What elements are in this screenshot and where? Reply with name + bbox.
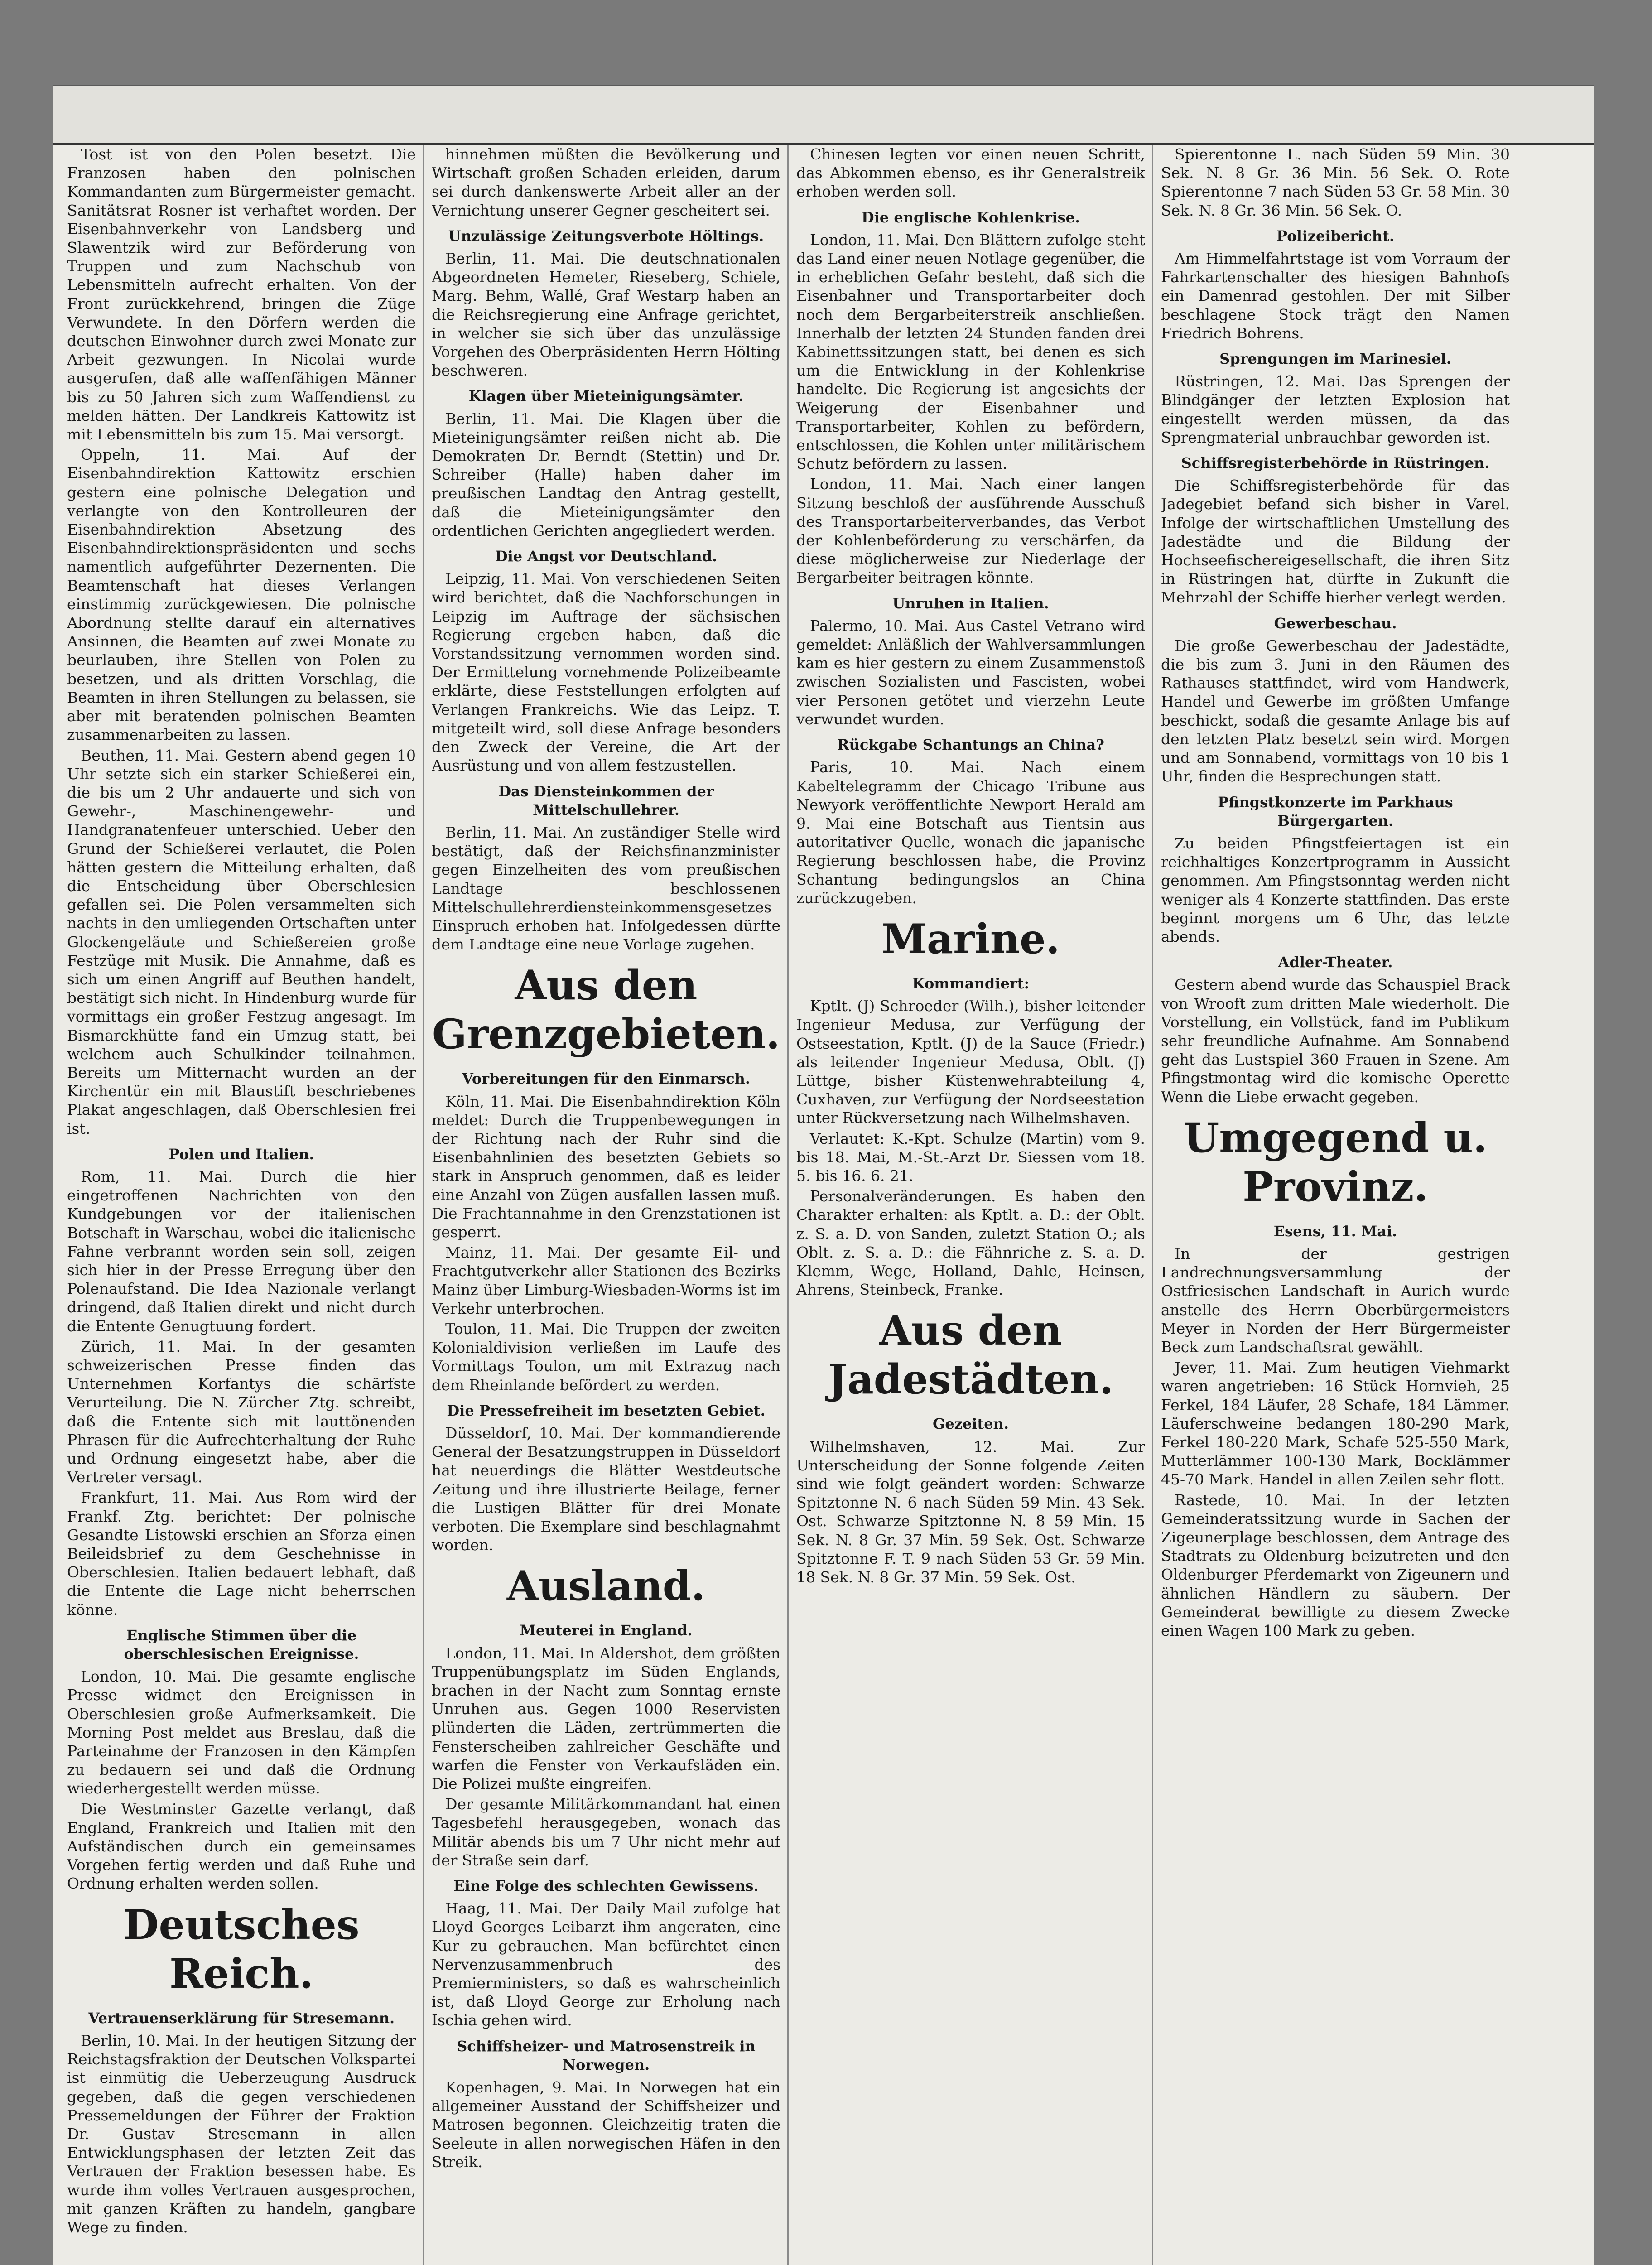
article-paragraph: Verlautet: K.-Kpt. Schulze (Martin) vom 9. bis 18. Mai, M.-St.-Arzt Dr. Siessen vom 18. 5. bis 16. 6. 21.	[796, 1129, 1145, 1185]
article-heading: Esens, 11. Mai.	[1273, 1222, 1397, 1240]
article-heading: Polizeibericht.	[1276, 227, 1394, 245]
column-rule	[1152, 145, 1153, 2265]
article-heading: Adler-Theater.	[1278, 954, 1393, 971]
article-paragraph: Die große Gewerbeschau der Jadestädte, die bis zum 3. Juni in den Räumen des Rathauses stattfindet, wird vom Handwerk, Handel und Gewerbe im größten Umfange beschickt, sodaß die gesamte Anlage bis auf den letzten Platz besetzt sein wird. Morgen und am Sonnabend, vormittags von 10 bis 1 Uhr, finden die Besprechungen statt.	[1161, 636, 1510, 786]
article-paragraph: Köln, 11. Mai. Die Eisenbahndirektion Köln meldet: Durch die Truppenbewegungen in der Richtung nach der Ruhr sind die Eisenbahnlinien des besetzten Gebiets so stark in Anspruch genommen, daß es leider eine Anzahl von Zügen ausfallen lassen muß. Die Frachtannahme in den Grenzstationen ist gesperrt.	[432, 1092, 780, 1241]
article-heading: Die Pressefreiheit im besetzten Gebiet.	[447, 1402, 766, 1419]
article-paragraph: London, 11. Mai. Nach einer langen Sitzung beschloß der ausführende Ausschuß des Transportarbeiterverbandes, das Verbot der Kohlenbeförderung zu verschärfen, da diese möglicherweise zur Niederlage der Bergarbeiter beitragen könnte.	[796, 475, 1145, 587]
article-paragraph: Personalveränderungen. Es haben den Charakter erhalten: als Kptlt. a. D.: der Oblt. z. S. a. D. von Sanden, zuletzt Station O.; als Oblt. z. S. a. D.: die Fähnriche z. S. a. D. Klemm, Wege, Holland, Dahle, Heinsen, Ahrens, Steinbeck, Franke.	[796, 1187, 1145, 1299]
article-heading: Eine Folge des schlechten Gewissens.	[453, 1877, 759, 1895]
section-title: Aus den Jadestädten.	[828, 1306, 1114, 1404]
article-paragraph: Zu beiden Pfingstfeiertagen ist ein reichhaltiges Konzertprogramm in Aussicht genommen. Am Pfingstsonntag werden nicht weniger als 4 Konzerte stattfinden. Das erste beginnt morgens um 6 Uhr, das letzte abends.	[1161, 834, 1510, 945]
article-heading: Rückgabe Schantungs an China?	[837, 736, 1104, 754]
article-paragraph: Wilhelmshaven, 12. Mai. Zur Unterscheidung der Sonne folgende Zeiten sind wie folgt geändert worden: Schwarze Spitztonne N. 6 nach Süden 59 Min. 43 Sek. Ost. Schwarze Spitztonne N. 8 59 Min. 15 Sek. N. 8 Gr. 37 Min. 59 Sek. Ost. Schwarze Spitztonne F. T. 9 nach Süden 53 Gr. 59 Min. 18 Sek. N. 8 Gr. 37 Min. 59 Sek. Ost.	[796, 1437, 1145, 1586]
article-heading: Schiffsregisterbehörde in Rüstringen.	[1181, 454, 1490, 472]
column-rule	[423, 145, 424, 2265]
article-heading: Die englische Kohlenkrise.	[861, 208, 1080, 226]
article-heading: Meuterei in England.	[520, 1622, 693, 1639]
newspaper-page	[53, 86, 1594, 2265]
article-paragraph: Spierentonne L. nach Süden 59 Min. 30 Sek. N. 8 Gr. 36 Min. 56 Sek. O. Rote Spierentonne 7 nach Süden 53 Gr. 58 Min. 30 Sek. N. 8 Gr. 36 Min. 56 Sek. O.	[1161, 145, 1510, 219]
article-paragraph: Am Himmelfahrtstage ist vom Vorraum der Fahrkartenschalter des hiesigen Bahnhofs ein Damenrad gestohlen. Der mit Silber beschlagene Stock trägt den Namen Friedrich Bohrens.	[1161, 250, 1510, 342]
article-paragraph: Berlin, 11. Mai. Die Klagen über die Mieteinigungsämter reißen nicht ab. Die Demokraten Dr. Berndt (Stettin) und Dr. Schreiber (Halle) haben daher im preußischen Landtag den Antrag gestellt, daß die Mieteinigungsämter den ordentlichen Gerichten angegliedert werden.	[432, 410, 780, 540]
column-rule	[787, 145, 789, 2265]
section-title: Marine.	[881, 915, 1060, 963]
article-paragraph: Rom, 11. Mai. Durch die hier eingetroffenen Nachrichten von den Kundgebungen vor der italienischen Botschaft in Warschau, wobei die italienische Fahne verbrannt worden sein soll, zeigen sich hier in der Presse Erregung über den Polenaufstand. Die Idea Nazionale verlangt dringend, daß Italien direkt und nicht durch die Entente Genugtuung fordert.	[67, 1167, 416, 1335]
section-title: Aus den Grenzgebieten.	[432, 961, 780, 1059]
column-1	[67, 145, 416, 2265]
article-heading: Schiffsheizer- und Matrosenstreik in Norwegen.	[457, 2037, 756, 2073]
article-paragraph: Zürich, 11. Mai. In der gesamten schweizerischen Presse finden das Unternehmen Korfantys die schärfste Verurteilung. Die N. Zürcher Ztg. schreibt, daß die Entente sich mit lauttönenden Phrasen für die Aufrechterhaltung der Ruhe und Ordnung eingesetzt habe, aber die Vertreter versagt.	[67, 1337, 416, 1486]
article-paragraph: Haag, 11. Mai. Der Daily Mail zufolge hat Lloyd Georges Leibarzt ihm angeraten, eine Kur zu gebrauchen. Man befürchtet einen Nervenzusammenbruch des Premierministers, so daß es wahrscheinlich ist, daß Lloyd George zur Erholung nach Ischia gehen wird.	[432, 1899, 780, 2029]
column-3	[796, 145, 1145, 2265]
article-paragraph: Jever, 11. Mai. Zum heutigen Viehmarkt waren angetrieben: 16 Stück Hornvieh, 25 Ferkel, 184 Läufer, 28 Schafe, 184 Lämmer. Läuferschweine bedangen 180-290 Mark, Ferkel 180-220 Mark, Schafe 525-550 Mark, Mutterlämmer 100-130 Mark, Bocklämmer 45-70 Mark. Handel in allen Zeilen sehr flott.	[1161, 1359, 1510, 1489]
article-paragraph: Kptlt. (J) Schroeder (Wilh.), bisher leitender Ingenieur Medusa, zur Verfügung der Ostseestation, Kptlt. (J) de la Sauce (Friedr.) als leitender Ingenieur Medusa, Oblt. (J) Lüttge, bisher Küstenwehrabteilung 4, Cuxhaven, zur Verfügung der Nordseestation unter Rückversetzung nach Wilhelmshaven.	[796, 997, 1145, 1127]
article-heading: Die Angst vor Deutschland.	[495, 548, 718, 565]
article-heading: Unruhen in Italien.	[892, 594, 1049, 612]
article-paragraph: Berlin, 11. Mai. Die deutschnationalen Abgeordneten Hemeter, Rieseberg, Schiele, Marg. Behm, Wallé, Graf Westarp haben an die Reichsregierung eine Anfrage gerichtet, in welcher sie sich über das unzulässige Vorgehen des Oberpräsidenten Herrn Hölting beschweren.	[432, 250, 780, 380]
article-paragraph: London, 11. Mai. In Aldershot, dem größten Truppenübungsplatz im Süden Englands, brachen in der Nacht zum Sonntag ernste Unruhen aus. Gegen 1000 Reservisten plünderten die Läden, zertrümmerten die Fensterscheiben zahlreicher Geschäfte und warfen die Fenster von Verkaufsläden ein. Die Polizei mußte eingreifen.	[432, 1644, 780, 1793]
article-heading: Englische Stimmen über die oberschlesischen Ereignisse.	[124, 1626, 359, 1663]
article-heading: Klagen über Mieteinigungsämter.	[468, 387, 744, 405]
article-paragraph: Berlin, 10. Mai. In der heutigen Sitzung der Reichstagsfraktion der Deutschen Volkspartei ist einmütig die Ueberzeugung Ausdruck gegeben, daß die gegen verschiedenen Pressemeldungen der Führer der Fraktion Dr. Gustav Stresemann in allen Entwicklungsphasen der letzten Zeit das Vertrauen der Fraktion besessen habe. Es wurde ihm volles Vertrauen ausgesprochen, mit ganzen Kräften zu handeln, gangbare Wege zu finden.	[67, 2031, 416, 2236]
article-heading: Sprengungen im Marinesiel.	[1219, 350, 1451, 368]
article-heading: Kommandiert:	[912, 974, 1030, 992]
section-title: Deutsches Reich.	[123, 1900, 360, 1998]
top-torn-strip	[53, 86, 1594, 145]
article-paragraph: Leipzig, 11. Mai. Von verschiedenen Seiten wird berichtet, daß die Nachforschungen in Leipzig im Auftrage der sächsischen Regierung ergeben haben, daß die Vorstandssitzung vernommen worden sind. Der Ermittelung vornehmende Polizeibeamte erklärte, diese Feststellungen erfolgten auf Verlangen Frankreichs. Wie das Leipz. T. mitgeteilt wird, soll diese Anfrage besonders den Zweck der Vereine, die Art der Ausrüstung und von allem festzustellen.	[432, 570, 780, 775]
article-paragraph: Tost ist von den Polen besetzt. Die Franzosen haben den polnischen Kommandanten zum Bürgermeister gemacht. Sanitätsrat Rosner ist verhaftet worden. Der Eisenbahnverkehr von Landsberg und Slawentzik wird zur Beförderung von Truppen und zum Nachschub von Lebensmitteln aufrecht erhalten. Von der Front zurückkehrend, bringen die Züge Verwundete. In den Dörfern werden die deutschen Einwohner durch zwei Monate zur Arbeit gezwungen. In Nicolai wurde ausgerufen, daß alle waffenfähigen Männer bis zu 50 Jahren sich zum Waffendienst zu melden hätten. Der Landkreis Kattowitz ist mit Lebensmitteln bis zum 15. Mai versorgt.	[67, 145, 416, 443]
article-paragraph: Beuthen, 11. Mai. Gestern abend gegen 10 Uhr setzte sich ein starker Schießerei ein, die bis um 2 Uhr andauerte und sich von Gewehr-, Maschinengewehr- und Handgranatenfeuer unterschied. Ueber den Grund der Schießerei verlautet, die Polen hätten gestern die Mitteilung erhalten, daß die Entscheidung über Oberschlesien gefallen sei. Die Polen versammelten sich nachts in den umliegenden Ortschaften unter Glockengeläute und Schießereien große Festzüge mit Musik. Die Annahme, daß es sich um einen Angriff auf Beuthen handelt, bestätigt sich nicht. In Hindenburg wurde für vormittags ein großer Festzug angesagt. Im Bismarckhütte fand ein Umzug statt, bei welchem auch Schulkinder teilnahmen. Bereits um Mitternacht wurden an der Kirchentür ein mit Blaustift beschriebenes Plakat angeschlagen, daß Oberschlesien frei ist.	[67, 746, 416, 1137]
article-paragraph: Palermo, 10. Mai. Aus Castel Vetrano wird gemeldet: Anläßlich der Wahlversammlungen kam es hier gestern zu einem Zusammenstoß zwischen Sozialisten und Fascisten, wobei vier Personen getötet und vierzehn Leute verwundet wurden.	[796, 617, 1145, 728]
article-heading: Pfingstkonzerte im Parkhaus Bürgergarten.	[1218, 793, 1453, 829]
article-paragraph: Rüstringen, 12. Mai. Das Sprengen der Blindgänger der letzten Explosion hat eingestellt werden müssen, da das Sprengmaterial unbrauchbar geworden ist.	[1161, 372, 1510, 446]
article-heading: Gewerbeschau.	[1274, 614, 1397, 632]
article-paragraph: hinnehmen müßten die Bevölkerung und Wirtschaft großen Schaden erleiden, darum sei durch dankenswerte Arbeit aller an der Vernichtung unserer Gegner gescheitert sei.	[432, 145, 780, 219]
article-paragraph: Der gesamte Militärkommandant hat einen Tagesbefehl herausgegeben, wonach das Militär abends bis um 7 Uhr nicht mehr auf der Straße sein darf.	[432, 1795, 780, 1869]
article-paragraph: London, 11. Mai. Den Blättern zufolge steht das Land einer neuen Notlage gegenüber, die in erheblichen Gefahr besteht, daß sich die Eisenbahner und Transportarbeiter doch noch dem Bergarbeiterstreik anschließen. Innerhalb der letzten 24 Stunden fanden drei Kabinettssitzungen statt, bei denen es sich um die Entwicklung in der Kohlenkrise handelte. Die Regierung ist angesichts der Weigerung der Eisenbahner und Transportarbeiter, Kohlen zu befördern, entschlossen, die Kohlen unter militärischem Schutz befördern zu lassen.	[796, 231, 1145, 473]
article-paragraph: Frankfurt, 11. Mai. Aus Rom wird der Frankf. Ztg. berichtet: Der polnische Gesandte Listowski erschien an Sforza einen Beileidsbrief zu dem Geschehnisse in Oberschlesien. Italien bedauert lebhaft, daß die Entente die Lage nicht beherrschen könne.	[67, 1489, 416, 1619]
article-paragraph: Chinesen legten vor einen neuen Schritt, das Abkommen ebenso, es ihr Generalstreik erhoben werden soll.	[796, 145, 1145, 201]
article-paragraph: Die Schiffsregisterbehörde für das Jadegebiet befand sich bisher in Varel. Infolge der wirtschaftlichen Umstellung des Jadestädte und die Bildung der Hochseefischereigesellschaft, die ihren Sitz in Rüstringen hat, dürfte in Zukunft die Mehrzahl der Schiffe hierher verlegt werden.	[1161, 477, 1510, 607]
article-paragraph: Toulon, 11. Mai. Die Truppen der zweiten Kolonialdivision verließen im Laufe des Vormittags Toulon, um mit Extrazug nach dem Rheinlande befördert zu werden.	[432, 1320, 780, 1394]
article-paragraph: Gestern abend wurde das Schauspiel Brack von Wrooft zum dritten Male wiederholt. Die Vorstellung, ein Vollstück, fand im Publikum sehr freundliche Aufnahme. Am Sonnabend geht das Lustspiel 360 Frauen in Szene. Am Pfingstmontag wird die komische Operette Wenn die Liebe erwacht gegeben.	[1161, 976, 1510, 1106]
article-paragraph: London, 10. Mai. Die gesamte englische Presse widmet den Ereignissen in Oberschlesien große Aufmerksamkeit. Die Morning Post meldet aus Breslau, daß die Parteinahme der Franzosen in den Kämpfen zu bedauern sei und daß die Ordnung wiederhergestellt werden müsse.	[67, 1667, 416, 1798]
article-paragraph: Die Westminster Gazette verlangt, daß England, Frankreich und Italien mit den Aufständischen durch ein gemeinsames Vorgehen fertig werden und daß Ruhe und Ordnung erhalten werden sollen.	[67, 1800, 416, 1893]
article-heading: Polen und Italien.	[169, 1145, 314, 1163]
article-heading: Das Diensteinkommen der Mittelschullehrer.	[498, 782, 714, 819]
article-paragraph: Mainz, 11. Mai. Der gesamte Eil- und Frachtgutverkehr aller Stationen des Bezirks Mainz über Limburg-Wiesbaden-Worms ist im Verkehr unterbrochen.	[432, 1243, 780, 1317]
article-heading: Unzulässige Zeitungsverbote Höltings.	[448, 227, 764, 245]
article-paragraph: Paris, 10. Mai. Nach einem Kabeltelegramm der Chicago Tribune aus Newyork veröffentlichte Newport Herald am 9. Mai eine Botschaft aus Tientsin aus autoritativer Quelle, wonach die japanische Regierung beschlossen habe, die Provinz Schantung bedingungslos an China zurückzugeben.	[796, 758, 1145, 907]
article-heading: Gezeiten.	[933, 1415, 1009, 1433]
article-paragraph: Berlin, 11. Mai. An zuständiger Stelle wird bestätigt, daß der Reichsfinanzminister gegen Einzelheiten des vom preußischen Landtage beschlossenen Mittelschullehrerdiensteinkommensgesetzes Einspruch erhoben hat. Infolgedessen dürfte dem Landtage eine neue Vorlage zugehen.	[432, 823, 780, 954]
column-2	[432, 145, 780, 2265]
column-4	[1161, 145, 1510, 2265]
article-heading: Vertrauenserklärung für Stresemann.	[88, 2009, 395, 2027]
article-heading: Vorbereitungen für den Einmarsch.	[462, 1070, 750, 1088]
section-title: Umgegend u. Provinz.	[1183, 1113, 1488, 1211]
article-paragraph: Düsseldorf, 10. Mai. Der kommandierende General der Besatzungstruppen in Düsseldorf hat neuerdings die Blätter Westdeutsche Zeitung und ihre illustrierte Beilage, ferner die Lustigen Blätter für drei Monate verboten. Die Exemplare sind beschlagnahmt worden.	[432, 1424, 780, 1554]
article-paragraph: In der gestrigen Landrechnungsversammlung der Ostfriesischen Landschaft in Aurich wurde anstelle des Herrn Oberbürgermeisters Meyer in Norden der Herr Bürgermeister Beck zum Landschaftsrat gewählt.	[1161, 1244, 1510, 1356]
article-paragraph: Kopenhagen, 9. Mai. In Norwegen hat ein allgemeiner Ausstand der Schiffsheizer und Matrosen begonnen. Gleichzeitig traten die Seeleute in allen norwegischen Häfen in den Streik.	[432, 2078, 780, 2171]
article-paragraph: Rastede, 10. Mai. In der letzten Gemeinderatssitzung wurde in Sachen der Zigeunerplage beschlossen, dem Antrage des Stadtrats zu Oldenburg beizutreten und den Oldenburger Pferdemarkt von Zigeunern und ähnlichen Händlern zu säubern. Der Gemeinderat bewilligte zu diesem Zwecke einen Wagen 100 Mark zu geben.	[1161, 1491, 1510, 1640]
section-title: Ausland.	[506, 1562, 706, 1610]
article-paragraph: Oppeln, 11. Mai. Auf der Eisenbahndirektion Kattowitz erschien gestern eine polnische Delegation und verlangte von den Kontrolleuren der Eisenbahndirektion Absetzung des Eisenbahndirektionspräsidenten und sechs namentlich aufgeführter Dezernenten. Die Beamtenschaft hat dieses Verlangen einstimmig zurückgewiesen. Die polnische Abordnung stellte darauf ein alternatives Ansinnen, die Beamten auf zwei Monate zu beurlauben, ihre Stellen von Polen zu besetzen, und als dritten Vorschlag, die Beamten in ihren Stellungen zu belassen, sie aber mit beratenden polnischen Beamten zusammenarbeiten zu lassen.	[67, 446, 416, 744]
